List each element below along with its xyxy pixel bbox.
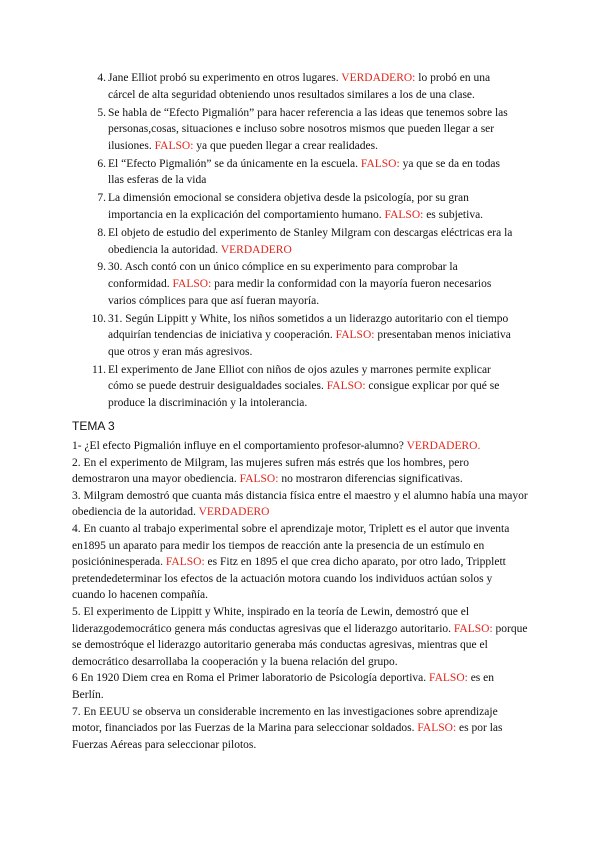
explanation-text: porque se demostróque el liderazgo autoritario generaba más conductas agresivas, mientras que el democrático desarrollaba la cooperación y la buena relación del grupo. <box>72 622 528 668</box>
statement-text: 1- ¿El efecto Pigmalión influye en el comportamiento profesor-alumno? <box>72 440 407 452</box>
answer-label: FALSO: <box>453 622 493 635</box>
statement-text: 4. En cuanto al trabajo experimental sobre el aprendizaje motor, Triplett es el autor que inventa en1895 un aparato para medir los tiempos de reacción ante la presencia de un estímulo en posicióninesperada. <box>72 522 510 569</box>
list-item <box>92 362 516 412</box>
section-heading: TEMA 3 <box>72 419 115 433</box>
list-number: 10. <box>91 312 106 325</box>
explanation-text: es subjetiva. <box>423 208 484 221</box>
statement-text: 6 En 1920 Diem crea en Roma el Primer laboratorio de Psicología deportiva. <box>72 672 430 685</box>
answer-label: FALSO: <box>172 278 212 291</box>
list-item <box>97 225 516 258</box>
statement-text: La dimensión emocional se considera objetiva desde la psicología, por su gran importancia en la explicación del comportamiento humano. <box>108 192 469 221</box>
answer-label: FALSO: <box>429 672 468 685</box>
explanation-text: consigue explicar por qué se produce la discriminación y la intolerancia. <box>108 380 500 410</box>
question-paragraph <box>72 670 528 703</box>
answer-label: FALSO: <box>154 139 194 152</box>
answer-label: FALSO: <box>165 556 205 569</box>
answer-label: FALSO: <box>417 722 457 735</box>
explanation-text: lo probó en una cárcel de alta seguridad obteniendo unos resultados similares a los de una clase. <box>108 72 491 101</box>
answer-label: VERDADERO <box>220 243 292 256</box>
list-number: 11. <box>92 363 106 376</box>
explanation-text: es en Berlín. <box>72 672 495 701</box>
list-number: 8. <box>97 226 106 239</box>
explanation-text: es por las Fuerzas Aéreas para seleccionar pilotos. <box>72 722 503 751</box>
list-item <box>91 311 516 361</box>
list-item <box>97 105 516 155</box>
numbered-list <box>0 70 600 413</box>
explanation-text: no mostraron diferencias significativas. <box>278 473 463 486</box>
list-item <box>97 70 516 103</box>
question-paragraph <box>72 504 528 521</box>
explanation-text: es Fitz en 1895 el que crea dicho aparato, por otro lado, Tripplett pretendedeterminar los efectos de la actuación motora cuando los individuos actúan solos y cuando lo hacenen compañía. <box>72 556 506 602</box>
answer-label: FALSO: <box>326 380 366 393</box>
statement-text: 5. El experimento de Lippitt y White, inspirado en la teoría de Lewin, demostró que el liderazgodemocrático genera más conductas agresivas que el liderazgo autoritario. <box>72 605 470 635</box>
question-paragraph <box>72 488 528 505</box>
list-number: 5. <box>97 106 106 119</box>
question-list <box>72 438 528 753</box>
answer-label: FALSO: <box>384 208 424 221</box>
list-number: 7. <box>97 192 106 205</box>
list-number: 4. <box>97 72 106 84</box>
statement-text: 31. Según Lippitt y White, los niños sometidos a un liderazgo autoritario con el tiempo adquirían tendencias de iniciativa y cooperación. <box>108 312 509 342</box>
list-item <box>97 259 516 309</box>
question-paragraph <box>72 521 528 604</box>
explanation-text: ya que se da en todas llas esferas de la vida <box>108 157 500 187</box>
statement-text: 3. Milgram demostró que cuanta más distancia física entre el maestro y el alumno había una mayor <box>72 489 528 502</box>
statement-text: El experimento de Jane Elliot con niños de ojos azules y marrones permite explicar cómo se puede destruir desigualdades sociales. <box>108 363 491 393</box>
statement-text: El “Efecto Pigmalión” se da únicamente en la escuela. <box>108 157 361 170</box>
statement-text: 7. En EEUU se observa un considerable incremento en las investigaciones sobre aprendizaje motor, financiados por las Fuerzas de la Marina para seleccionar soldados. <box>72 705 498 735</box>
list-item <box>97 190 516 223</box>
statement-text: 2. En el experimento de Milgram, las mujeres sufren más estrés que los hombres, pero demostraron una mayor obediencia. <box>72 456 469 486</box>
statement-text: El objeto de estudio del experimento de Stanley Milgram con descargas eléctricas era la obediencia la autoridad. <box>108 226 513 256</box>
answer-label: VERDADERO: <box>341 72 416 84</box>
explanation-text: para medir la conformidad con la mayoría fueron necesarios varios cómplices para que así fueran mayoría. <box>108 278 492 307</box>
statement-text: Se habla de “Efecto Pigmalión” para hacer referencia a las ideas que tenemos sobre las personas,cosas, situaciones e incluso sobre nosotros mismos que pueden llegar a ser ilusiones. <box>108 106 508 152</box>
answer-label: FALSO: <box>239 473 279 486</box>
statement-text: Jane Elliot probó su experimento en otros lugares. <box>108 72 342 84</box>
question-paragraph <box>72 438 528 455</box>
statement-text: 30. Asch contó con un único cómplice en su experimento para comprobar la conformidad. <box>108 261 458 291</box>
question-paragraph <box>72 704 528 754</box>
statement-text: obediencia de la autoridad. <box>72 506 199 519</box>
answer-label: FALSO: <box>335 329 375 342</box>
question-paragraph <box>72 455 528 488</box>
answer-label: FALSO: <box>360 157 400 170</box>
list-number: 6. <box>97 157 106 170</box>
list-number: 9. <box>97 261 106 274</box>
answer-label: VERDADERO. <box>406 440 481 452</box>
answer-label: VERDADERO <box>198 506 270 519</box>
explanation-text: ya que pueden llegar a crear realidades. <box>193 139 378 152</box>
list-item <box>97 156 516 189</box>
explanation-text: presentaban menos iniciativa que otros y eran más agresivos. <box>108 329 511 358</box>
question-paragraph <box>72 604 528 670</box>
